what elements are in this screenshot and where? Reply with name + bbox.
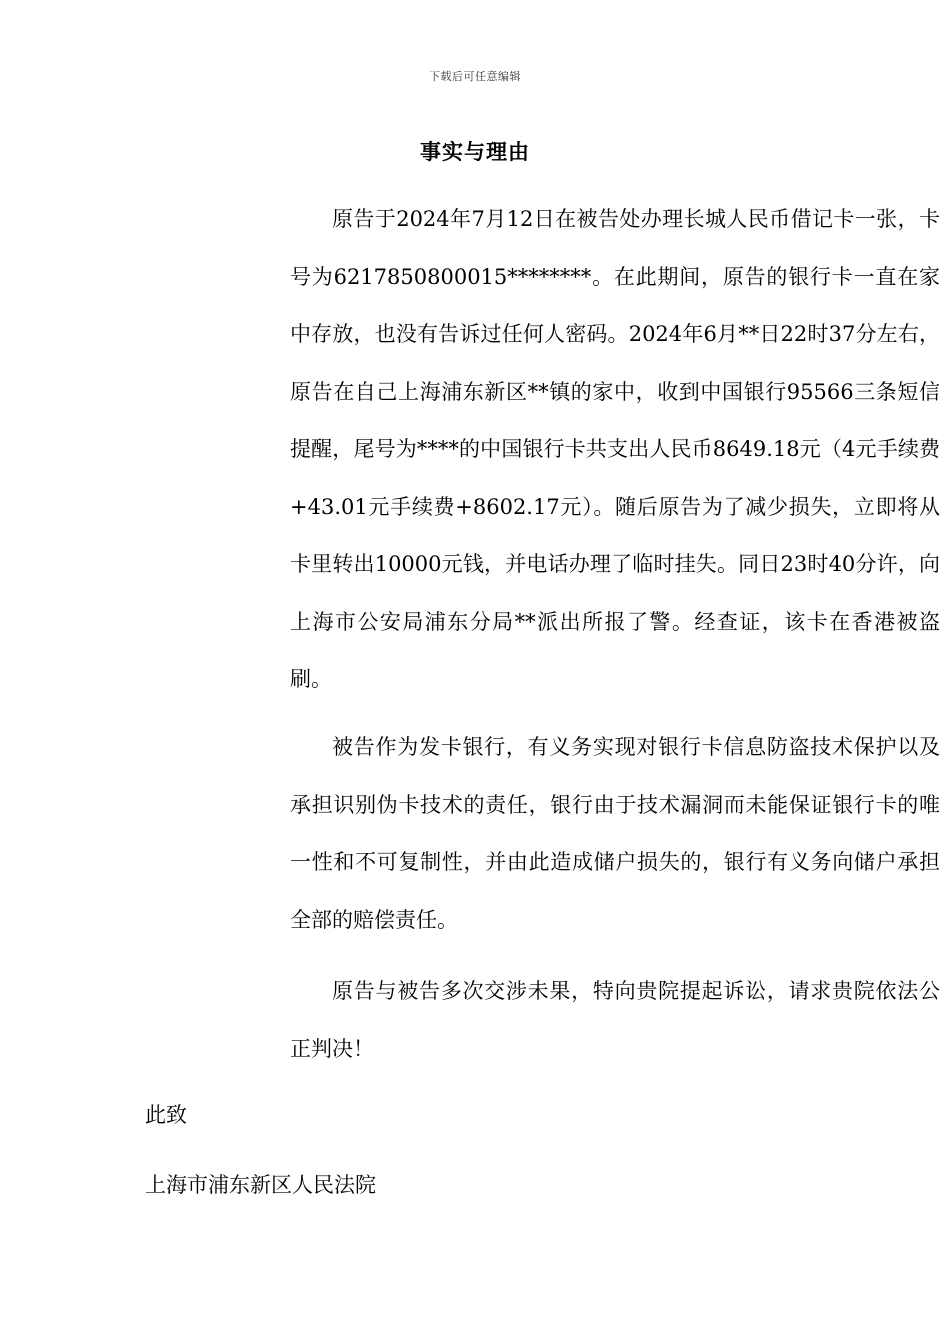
paragraph-facts: 原告于2024年7月12日在被告处办理长城人民币借记卡一张，卡号为6217850800015********。在此期间，原告的银行卡一直在家中存放，也没有告诉过任何人密码。2024年6月**日22时37分左右，原告在自己上海浦东新区**镇的家中，收到中国银行95566三条短信提醒，尾号为****的中国银行卡共支出人民币8649.18元（4元手续费+43.01元手续费+8602.17元）。随后原告为了减少损失，立即将从卡里转出10000元钱，并电话办理了临时挂失。同日23时40分许，向上海市公安局浦东分局**派出所报了警。经查证，该卡在香港被盗刷。 xyxy=(290,207,940,691)
document-title: 事实与理由 xyxy=(420,139,530,164)
header-note: 下载后可任意编辑 xyxy=(429,70,521,83)
paragraph-bank-liability: 被告作为发卡银行，有义务实现对银行卡信息防盗技术保护以及承担识别伪卡技术的责任，银行由于技术漏洞而未能保证银行卡的唯一性和不可复制性，并由此造成储户损失的，银行有义务向储户承担全部的赔偿责任。 xyxy=(290,735,940,932)
closing-recipient: 上海市浦东新区人民法院 xyxy=(145,1173,376,1197)
closing-salutation: 此致 xyxy=(145,1103,187,1127)
paragraph-request: 原告与被告多次交涉未果，特向贵院提起诉讼，请求贵院依法公正判决！ xyxy=(290,979,940,1061)
